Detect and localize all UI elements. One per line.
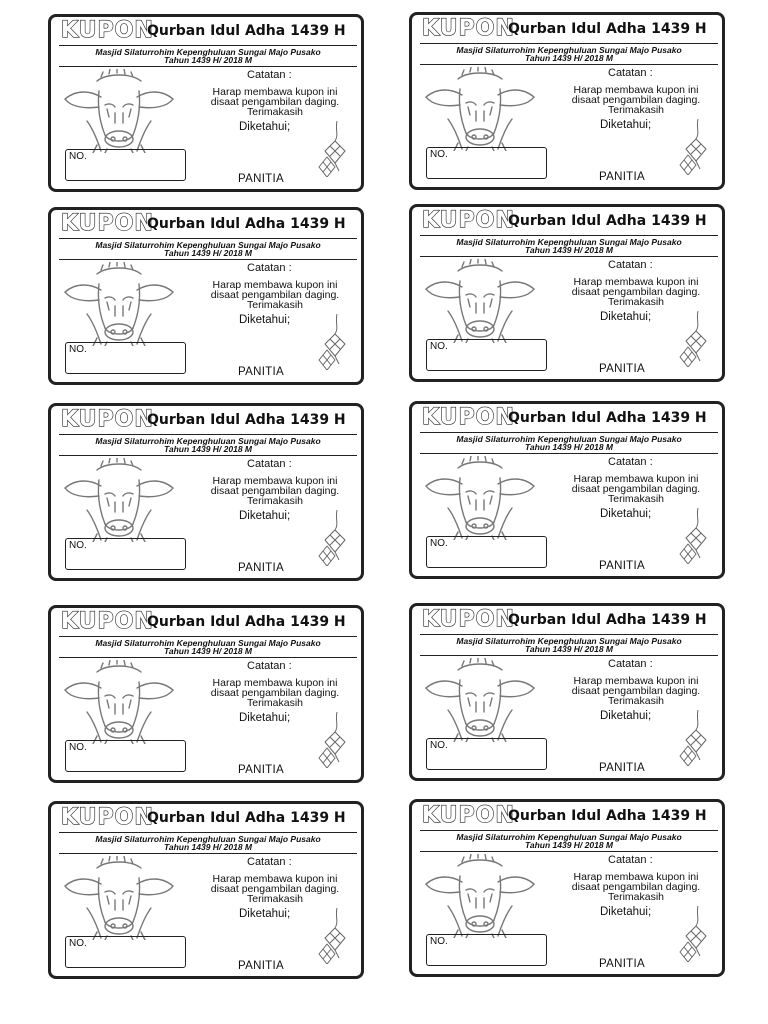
- kupon-word: KUPON: [422, 405, 515, 430]
- coupon-title: Qurban Idul Adha 1439 H: [147, 23, 346, 39]
- coupon-card-9: [48, 801, 364, 979]
- message-line-3: Terimakasih: [246, 893, 304, 905]
- ketupat-icon: [676, 906, 710, 962]
- coupon-number-field[interactable]: [426, 738, 547, 770]
- coupon-title: Qurban Idul Adha 1439 H: [508, 213, 707, 229]
- coupon-number-field[interactable]: [426, 147, 547, 179]
- message-line-3: Terimakasih: [607, 695, 665, 707]
- coupon-number-label: NO.: [430, 740, 448, 751]
- coupon-card-2: [409, 12, 725, 190]
- coupon-title: Qurban Idul Adha 1439 H: [147, 412, 346, 428]
- mosque-name: Masjid Silaturrohim Kepenghuluan Sungai Majo Pusako: [59, 45, 357, 57]
- diketahui-label: Diketahui;: [239, 121, 291, 133]
- coupon-number-label: NO.: [69, 344, 87, 355]
- coupon-message: [187, 476, 363, 506]
- cow-head-icon: [418, 854, 542, 938]
- coupon-title: Qurban Idul Adha 1439 H: [147, 614, 346, 630]
- message-line-3: Terimakasih: [607, 296, 665, 308]
- cow-head-icon: [57, 262, 181, 346]
- cow-head-icon: [57, 856, 181, 940]
- coupon-message: [548, 85, 724, 115]
- message-line-1: Harap membawa kupon ini: [212, 475, 338, 487]
- coupon-message: [187, 280, 363, 310]
- ketupat-icon: [315, 908, 349, 964]
- year-line: Tahun 1439 H/ 2018 M: [59, 843, 357, 854]
- coupon-message: [187, 87, 363, 117]
- cow-head-icon: [57, 660, 181, 744]
- coupon-number-label: NO.: [69, 151, 87, 162]
- coupon-number-field[interactable]: [426, 536, 547, 568]
- ketupat-icon: [676, 311, 710, 367]
- mosque-name: Masjid Silaturrohim Kepenghuluan Sungai Majo Pusako: [59, 832, 357, 844]
- signature-label: PANITIA: [599, 762, 645, 774]
- year-line: Tahun 1439 H/ 2018 M: [59, 445, 357, 456]
- coupon-title: Qurban Idul Adha 1439 H: [508, 808, 707, 824]
- message-line-3: Terimakasih: [607, 891, 665, 903]
- diketahui-label: Diketahui;: [239, 510, 291, 522]
- coupon-number-label: NO.: [430, 936, 448, 947]
- message-line-1: Harap membawa kupon ini: [212, 677, 338, 689]
- message-line-2: disaat pengambilan daging.: [210, 687, 340, 699]
- message-line-2: disaat pengambilan daging.: [571, 286, 701, 298]
- signature-label: PANITIA: [599, 560, 645, 572]
- year-line: Tahun 1439 H/ 2018 M: [59, 56, 357, 67]
- catatan-label: Catatan :: [608, 67, 653, 79]
- kupon-word: KUPON: [422, 803, 515, 828]
- coupon-card-7: [48, 605, 364, 783]
- catatan-label: Catatan :: [608, 456, 653, 468]
- coupon-number-field[interactable]: [65, 149, 186, 181]
- coupon-message: [548, 474, 724, 504]
- signature-label: PANITIA: [238, 173, 284, 185]
- ketupat-icon: [315, 314, 349, 370]
- message-line-2: disaat pengambilan daging.: [571, 881, 701, 893]
- kupon-word: KUPON: [61, 609, 154, 634]
- kupon-word: KUPON: [422, 16, 515, 41]
- ketupat-icon: [676, 119, 710, 175]
- message-line-1: Harap membawa kupon ini: [573, 675, 699, 687]
- message-line-2: disaat pengambilan daging.: [210, 883, 340, 895]
- mosque-name: Masjid Silaturrohim Kepenghuluan Sungai Majo Pusako: [420, 235, 718, 247]
- cow-head-icon: [418, 67, 542, 151]
- catatan-label: Catatan :: [608, 259, 653, 271]
- message-line-1: Harap membawa kupon ini: [573, 276, 699, 288]
- coupon-number-label: NO.: [430, 341, 448, 352]
- kupon-word: KUPON: [61, 805, 154, 830]
- message-line-2: disaat pengambilan daging.: [571, 483, 701, 495]
- cow-head-icon: [418, 456, 542, 540]
- diketahui-label: Diketahui;: [239, 314, 291, 326]
- message-line-3: Terimakasih: [607, 493, 665, 505]
- diketahui-label: Diketahui;: [239, 908, 291, 920]
- coupon-number-field[interactable]: [65, 342, 186, 374]
- message-line-1: Harap membawa kupon ini: [573, 473, 699, 485]
- message-line-1: Harap membawa kupon ini: [573, 871, 699, 883]
- ketupat-icon: [315, 121, 349, 177]
- kupon-word: KUPON: [61, 18, 154, 43]
- signature-label: PANITIA: [238, 764, 284, 776]
- message-line-2: disaat pengambilan daging.: [571, 685, 701, 697]
- coupon-number-field[interactable]: [65, 936, 186, 968]
- signature-label: PANITIA: [238, 366, 284, 378]
- coupon-title: Qurban Idul Adha 1439 H: [147, 216, 346, 232]
- year-line: Tahun 1439 H/ 2018 M: [59, 647, 357, 658]
- coupon-card-10: [409, 799, 725, 977]
- cow-head-icon: [418, 658, 542, 742]
- catatan-label: Catatan :: [247, 458, 292, 470]
- mosque-name: Masjid Silaturrohim Kepenghuluan Sungai Majo Pusako: [420, 830, 718, 842]
- cow-head-icon: [57, 458, 181, 542]
- coupon-card-5: [48, 403, 364, 581]
- year-line: Tahun 1439 H/ 2018 M: [420, 645, 718, 656]
- coupon-number-label: NO.: [69, 938, 87, 949]
- coupon-message: [187, 874, 363, 904]
- message-line-3: Terimakasih: [246, 495, 304, 507]
- catatan-label: Catatan :: [247, 660, 292, 672]
- message-line-2: disaat pengambilan daging.: [210, 96, 340, 108]
- ketupat-icon: [315, 510, 349, 566]
- catatan-label: Catatan :: [247, 69, 292, 81]
- coupon-number-label: NO.: [69, 742, 87, 753]
- message-line-2: disaat pengambilan daging.: [210, 289, 340, 301]
- year-line: Tahun 1439 H/ 2018 M: [420, 841, 718, 852]
- diketahui-label: Diketahui;: [239, 712, 291, 724]
- coupon-title: Qurban Idul Adha 1439 H: [147, 810, 346, 826]
- year-line: Tahun 1439 H/ 2018 M: [420, 443, 718, 454]
- signature-label: PANITIA: [238, 562, 284, 574]
- catatan-label: Catatan :: [608, 854, 653, 866]
- ketupat-icon: [676, 508, 710, 564]
- coupon-message: [548, 676, 724, 706]
- kupon-word: KUPON: [422, 607, 515, 632]
- year-line: Tahun 1439 H/ 2018 M: [420, 246, 718, 257]
- cow-head-icon: [418, 259, 542, 343]
- signature-label: PANITIA: [599, 363, 645, 375]
- signature-label: PANITIA: [599, 958, 645, 970]
- message-line-3: Terimakasih: [246, 299, 304, 311]
- diketahui-label: Diketahui;: [600, 119, 652, 131]
- cow-head-icon: [57, 69, 181, 153]
- coupon-card-8: [409, 603, 725, 781]
- coupon-card-4: [409, 204, 725, 382]
- coupon-card-1: [48, 14, 364, 192]
- coupon-card-3: [48, 207, 364, 385]
- year-line: Tahun 1439 H/ 2018 M: [420, 54, 718, 65]
- mosque-name: Masjid Silaturrohim Kepenghuluan Sungai Majo Pusako: [59, 238, 357, 250]
- kupon-word: KUPON: [422, 208, 515, 233]
- message-line-2: disaat pengambilan daging.: [210, 485, 340, 497]
- coupon-title: Qurban Idul Adha 1439 H: [508, 21, 707, 37]
- diketahui-label: Diketahui;: [600, 508, 652, 520]
- coupon-message: [548, 872, 724, 902]
- signature-label: PANITIA: [238, 960, 284, 972]
- message-line-1: Harap membawa kupon ini: [573, 84, 699, 96]
- message-line-1: Harap membawa kupon ini: [212, 279, 338, 291]
- coupon-card-6: [409, 401, 725, 579]
- diketahui-label: Diketahui;: [600, 311, 652, 323]
- coupon-number-label: NO.: [430, 538, 448, 549]
- diketahui-label: Diketahui;: [600, 906, 652, 918]
- coupon-number-field[interactable]: [65, 538, 186, 570]
- message-line-2: disaat pengambilan daging.: [571, 94, 701, 106]
- mosque-name: Masjid Silaturrohim Kepenghuluan Sungai Majo Pusako: [420, 432, 718, 444]
- coupon-number-field[interactable]: [426, 934, 547, 966]
- diketahui-label: Diketahui;: [600, 710, 652, 722]
- mosque-name: Masjid Silaturrohim Kepenghuluan Sungai Majo Pusako: [420, 43, 718, 55]
- ketupat-icon: [676, 710, 710, 766]
- signature-label: PANITIA: [599, 171, 645, 183]
- message-line-1: Harap membawa kupon ini: [212, 873, 338, 885]
- kupon-word: KUPON: [61, 211, 154, 236]
- ketupat-icon: [315, 712, 349, 768]
- message-line-3: Terimakasih: [246, 106, 304, 118]
- coupon-number-field[interactable]: [426, 339, 547, 371]
- coupon-title: Qurban Idul Adha 1439 H: [508, 410, 707, 426]
- mosque-name: Masjid Silaturrohim Kepenghuluan Sungai Majo Pusako: [59, 636, 357, 648]
- message-line-3: Terimakasih: [607, 104, 665, 116]
- catatan-label: Catatan :: [247, 856, 292, 868]
- message-line-1: Harap membawa kupon ini: [212, 86, 338, 98]
- coupon-number-label: NO.: [69, 540, 87, 551]
- kupon-word: KUPON: [61, 407, 154, 432]
- coupon-message: [548, 277, 724, 307]
- message-line-3: Terimakasih: [246, 697, 304, 709]
- coupon-message: [187, 678, 363, 708]
- mosque-name: Masjid Silaturrohim Kepenghuluan Sungai Majo Pusako: [59, 434, 357, 446]
- coupon-title: Qurban Idul Adha 1439 H: [508, 612, 707, 628]
- catatan-label: Catatan :: [608, 658, 653, 670]
- catatan-label: Catatan :: [247, 262, 292, 274]
- year-line: Tahun 1439 H/ 2018 M: [59, 249, 357, 260]
- mosque-name: Masjid Silaturrohim Kepenghuluan Sungai Majo Pusako: [420, 634, 718, 646]
- coupon-number-label: NO.: [430, 149, 448, 160]
- coupon-number-field[interactable]: [65, 740, 186, 772]
